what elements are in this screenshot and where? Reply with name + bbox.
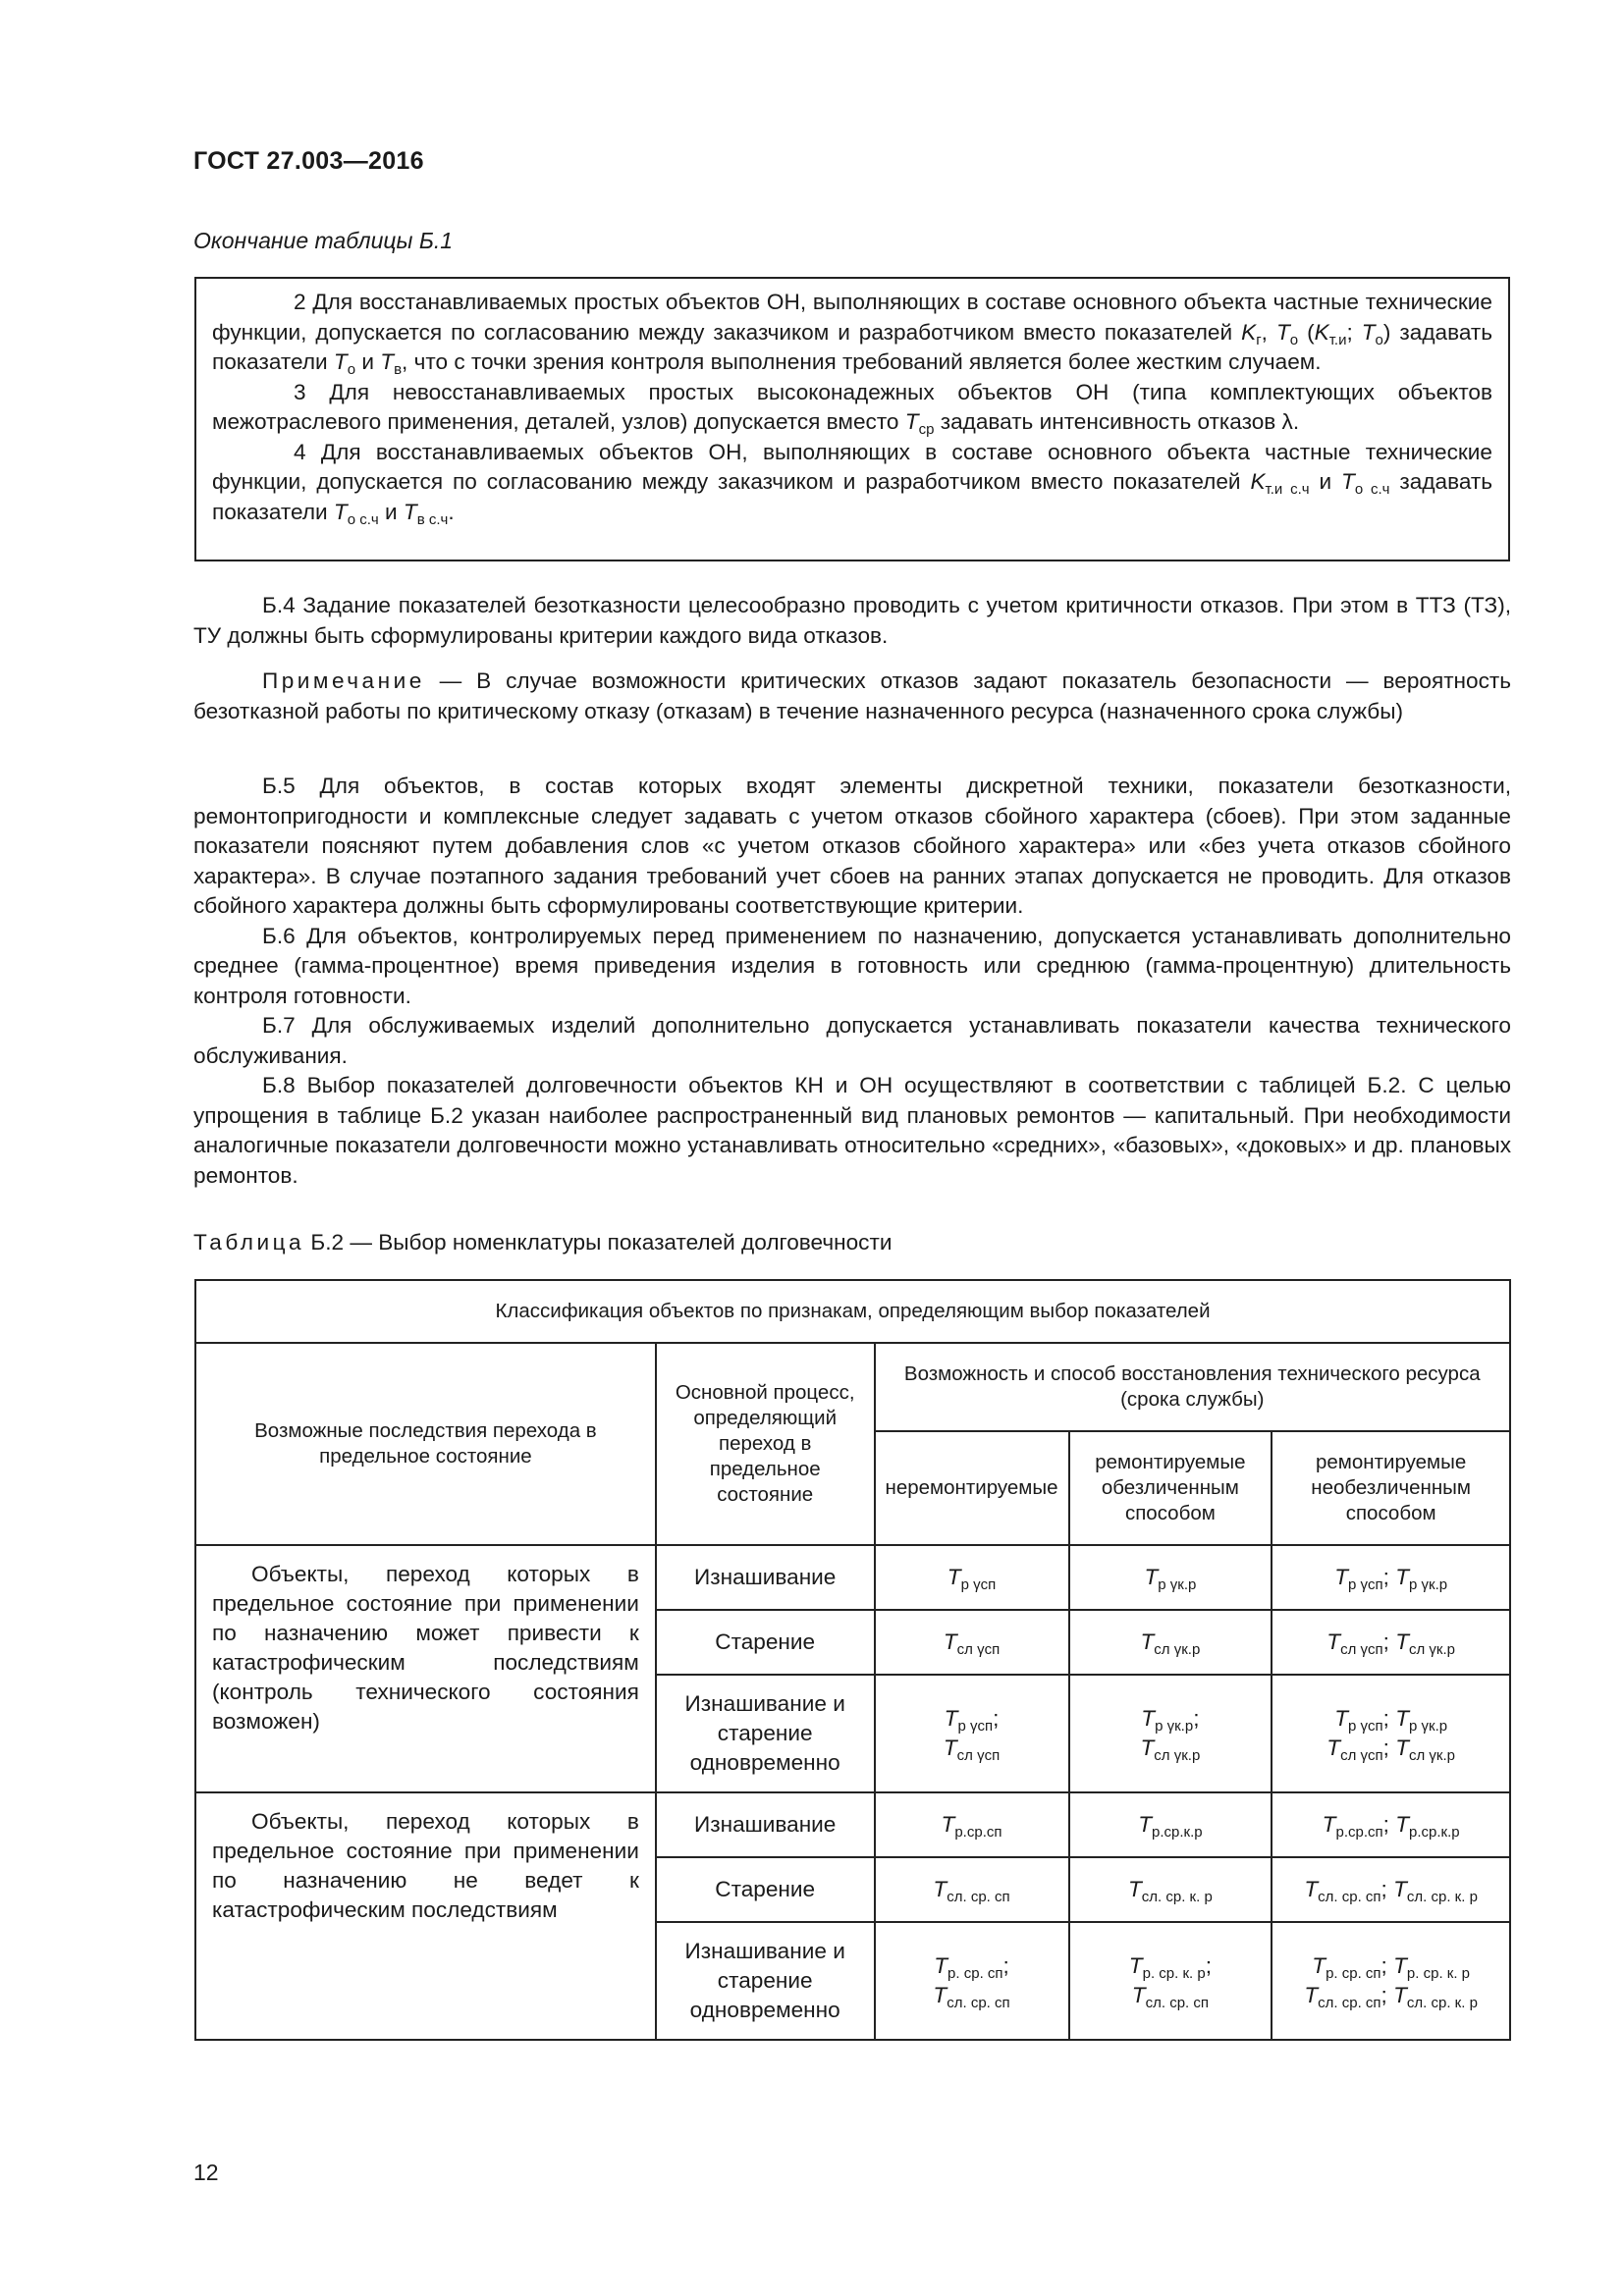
group-catastrophic: Объекты, переход которых в предельное состояние при применении по назначению может привести к катастрофическим последствиям (контроль технического состояния возможен) xyxy=(195,1545,656,1792)
table-header-classification: Классификация объектов по признакам, определяющим выбор показателей xyxy=(195,1280,1510,1343)
indicator-cell: $T_{сл \gamma сп}$; $T_{сл \gamma к.р}$ xyxy=(1272,1610,1510,1675)
process-wear: Изнашивание xyxy=(656,1792,875,1857)
indicator-cell: $T_{р.ср.сп}$ xyxy=(875,1792,1069,1857)
table-b1-notes-box xyxy=(194,277,1510,561)
col-process-header: Основной процесс, определяющий переход в предельное состояние xyxy=(656,1343,875,1545)
paragraph-b8: Б.8 Выбор показателей долговечности объектов КН и ОН осуществляют в соответствии с таблицей Б.2. С целью упрощения в таблице Б.2 указан наиболее распространенный вид плановых ремонтов — капитальный. При необходимости аналогичные показатели долговечности можно устанавливать относительно «средних», «базовых», «доковых» и др. плановых ремонтов. xyxy=(193,1073,1511,1188)
table-continuation-caption: Окончание таблицы Б.1 xyxy=(193,228,454,253)
indicator-cell: $T_{р. ср. сп}$; $T_{сл. ср. сп}$ xyxy=(875,1922,1069,2040)
paragraph-b6: Б.6 Для объектов, контролируемых перед применением по назначению, допускается устанавливать дополнительно среднее (гамма-процентное) время приведения изделия в готовность или среднюю (гамма-процентную) длительность контроля готовности. xyxy=(193,923,1511,1008)
note-4: 4 Для восстанавливаемых объектов ОН, выполняющих в составе основного объекта частные технические функции, допускается по согласованию между заказчиком и разработчиком вместо показателей $K_{т.и с.ч}$ и $T_{о с.ч}$ задавать показатели $T_{о с.ч}$ и $T_{в с.ч}$. xyxy=(212,439,1493,528)
indicator-cell: $T_{сл. ср. сп}$ xyxy=(875,1857,1069,1922)
subcol-repairable-nondepersonalized: ремонтируемые необезличенным способом xyxy=(1272,1431,1510,1545)
process-aging: Старение xyxy=(656,1610,875,1675)
indicator-cell: $T_{р. ср. к. р}$; $T_{сл. ср. сп}$ xyxy=(1069,1922,1272,2040)
indicator-cell: $T_{сл. ср. сп}$; $T_{сл. ср. к. р}$ xyxy=(1272,1857,1510,1922)
note-2: 2 Для восстанавливаемых простых объектов ОН, выполняющих в составе основного объекта частные технические функции, допускается по согласованию между заказчиком и разработчиком вместо показателей $K_г$, $T_о$ ($K_{т.и}$; $T_о$) задавать показатели $T_о$ и $T_в$, что с точки зрения контроля выполнения требований является более жестким случаем. xyxy=(212,290,1493,378)
paragraph-b4: Б.4 Задание показателей безотказности целесообразно проводить с учетом критичности отказов. При этом в ТТЗ (ТЗ), ТУ должны быть сформулированы критерии каждого вида отказов. xyxy=(193,593,1511,648)
table-row xyxy=(195,1545,1510,1610)
process-wear: Изнашивание xyxy=(656,1545,875,1610)
indicator-cell: $T_{сл. ср. к. р}$ xyxy=(1069,1857,1272,1922)
indicator-cell: $T_{р \gamma сп}$; $T_{р \gamma к.р}$ xyxy=(1272,1545,1510,1610)
paragraph-b5: Б.5 Для объектов, в состав которых входят элементы дискретной техники, показатели безотказности, ремонтопригодности и комплексные следует задавать с учетом отказов сбойного характера (сбоев). При этом заданные показатели поясняют путем добавления слов «с учетом отказов сбойного характера» или «без учета отказов сбойного характера». В случае поэтапного задания требований учет сбоев на ранних этапах допускается не проводить. Для отказов сбойного характера должны быть сформулированы соответствующие критерии. xyxy=(193,774,1511,918)
paragraph-b7: Б.7 Для обслуживаемых изделий дополнительно допускается устанавливать показатели качества технического обслуживания. xyxy=(193,1013,1511,1068)
table-b2-caption: Таблица Б.2 — Выбор номенклатуры показателей долговечности xyxy=(193,1230,893,1255)
indicator-cell: $T_{р. ср. сп}$; $T_{р. ср. к. р}$ $T_{сл. ср. сп}$; $T_{сл. ср. к. р}$ xyxy=(1272,1922,1510,2040)
note-3: 3 Для невосстанавливаемых простых высоконадежных объектов ОН (типа комплектующих объектов межотраслевого применения, деталей, узлов) допускается вместо $T_{ср}$ задавать интенсивность отказов λ. xyxy=(212,379,1492,438)
col-consequences-header: Возможные последствия перехода в предельное состояние xyxy=(195,1343,656,1545)
group-non-catastrophic: Объекты, переход которых в предельное состояние при применении по назначению не ведет к катастрофическим последствиям xyxy=(195,1792,656,2040)
indicator-cell: $T_{сл \gamma сп}$ xyxy=(875,1610,1069,1675)
indicator-cell: $T_{р \gamma сп}$; $T_{р \gamma к.р}$ $T_{сл \gamma сп}$; $T_{сл \gamma к.р}$ xyxy=(1272,1675,1510,1792)
subcol-nonrepairable: неремонтируемые xyxy=(875,1431,1069,1545)
indicator-cell: $T_{р \gamma сп}$; $T_{сл \gamma сп}$ xyxy=(875,1675,1069,1792)
indicator-cell: $T_{р.ср.сп}$; $T_{р.ср.к.р}$ xyxy=(1272,1792,1510,1857)
process-wear-and-aging: Изнашивание и старение одновременно xyxy=(656,1922,875,2040)
indicator-cell: $T_{р \gamma сп}$ xyxy=(875,1545,1069,1610)
paragraph-note: Примечание — В случае возможности критических отказов задают показатель безопасности — вероятность безотказной работы по критическому отказу (отказам) в течение назначенного ресурса (назначенного срока службы) xyxy=(193,668,1511,723)
indicator-cell: $T_{р \gamma к.р}$; $T_{сл \gamma к.р}$ xyxy=(1069,1675,1272,1792)
col-restoration-header: Возможность и способ восстановления технического ресурса (срока службы) xyxy=(875,1343,1510,1431)
indicator-cell: $T_{р.ср.к.р}$ xyxy=(1069,1792,1272,1857)
indicator-cell: $T_{сл \gamma к.р}$ xyxy=(1069,1610,1272,1675)
paragraphs-b5-b8 xyxy=(193,772,1511,1191)
process-wear-and-aging: Изнашивание и старение одновременно xyxy=(656,1675,875,1792)
page-number: 12 xyxy=(193,2160,219,2185)
table-b2 xyxy=(194,1279,1511,2041)
subcol-repairable-depersonalized: ремонтируемые обезличенным способом xyxy=(1069,1431,1272,1545)
document-header: ГОСТ 27.003—2016 xyxy=(193,147,424,175)
note-label: Примечание xyxy=(262,668,425,693)
process-aging: Старение xyxy=(656,1857,875,1922)
indicator-cell: $T_{р \gamma к.р}$ xyxy=(1069,1545,1272,1610)
table-row xyxy=(195,1792,1510,1857)
